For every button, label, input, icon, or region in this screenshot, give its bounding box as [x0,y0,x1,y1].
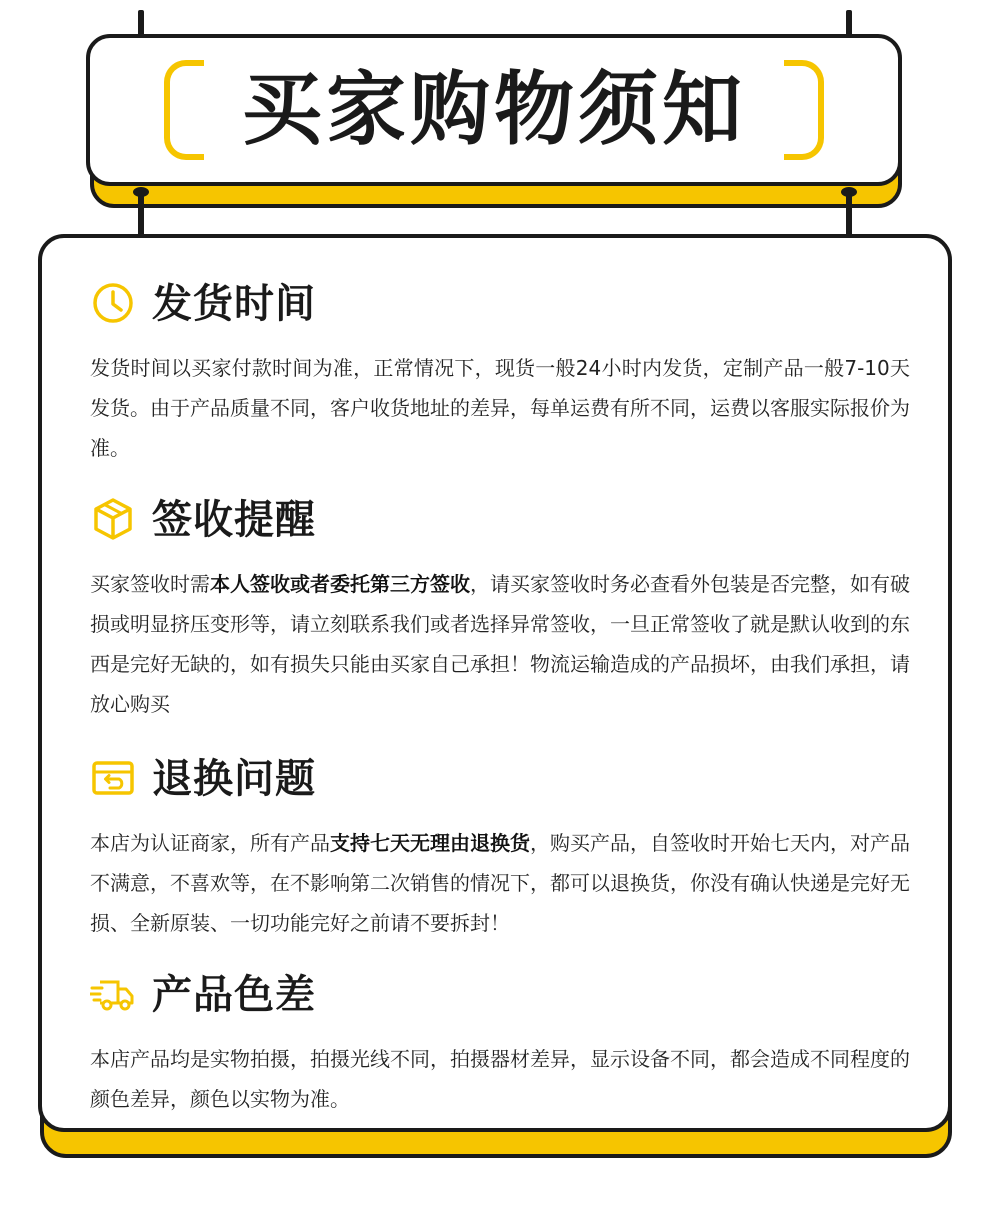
section-header [90,274,910,334]
notice-card [38,234,952,1132]
section-header [90,490,910,550]
section-title: 产品色差 [152,972,316,1018]
section-color-difference [90,965,910,1119]
section-title: 发货时间 [152,281,316,327]
truck-icon [90,971,136,1017]
text-emphasis: 支持七天无理由退换货 [330,831,530,855]
section-text: 发货时间以买家付款时间为准，正常情况下，现货一般24小时内发货，定制产品一般7-10天发货。由于产品质量不同，客户收货地址的差异，每单运费有所不同，运费以客服实际报价为准。 [90,356,910,460]
return-icon [90,755,136,801]
title-sign [86,34,902,186]
connector-left [138,192,144,240]
text-part: 本店为认证商家，所有产品 [90,831,330,855]
section-text: 本店产品均是实物拍摄，拍摄光线不同，拍摄器材差异，显示设备不同，都会造成不同程度的颜色差异，颜色以实物为准。 [90,1047,910,1111]
page-title: 买家购物须知 [242,63,746,156]
section-header [90,965,910,1025]
section-returns [90,749,910,943]
text-part: 买家签收时需 [90,572,210,596]
clock-icon [90,280,136,326]
section-receipt-reminder [90,490,910,724]
section-title: 退换问题 [152,756,316,802]
section-header [90,749,910,809]
section-shipping-time [90,274,910,468]
section-text [90,564,910,724]
connector-right [846,192,852,240]
box-icon [90,496,136,542]
text-part: ，购买产品，自签收时开始七天内，对产品不满意，不喜欢等，在不影响第二次销售的情况下，都可以退换货，你没有确认快递是完好无损、全新原装、一切功能完好之前请不要拆封！ [90,831,910,935]
text-part: ，请买家签收时务必查看外包装是否完整，如有破损或明显挤压变形等，请立刻联系我们或者选择异常签收，一旦正常签收了就是默认收到的东西是完好无缺的，如有损失只能由买家自己承担！物流运输造成的产品损坏，由我们承担，请放心购买 [90,572,910,716]
section-title: 签收提醒 [152,497,316,543]
section-text [90,823,910,943]
text-emphasis: 本人签收或者委托第三方签收 [210,572,470,596]
